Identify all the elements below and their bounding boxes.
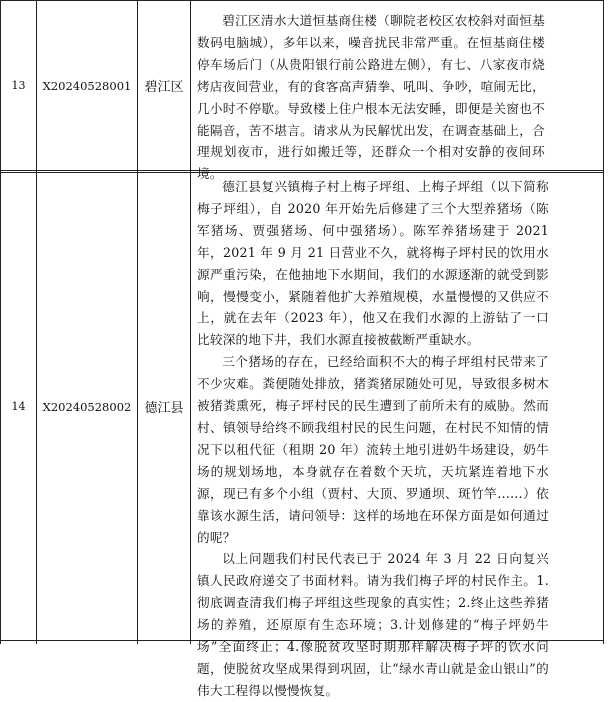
county-name: 碧江区 [144, 80, 184, 95]
content-paragraph: 德江县复兴镇梅子村上梅子坪组、上梅子坪组（以下简称梅子坪组），自 2020 年开始先后修建了三个大型养猪场（陈军猪场、贾强猪场、何中强猪场）。陈军养猪场建于 2021 年，2021 年 9 月 21 日营业不久，就将梅子坪村民的饮用水源严重污染，在他抽地下水期间，我们的水源逐渐的就受到影响，慢慢变小，紧随着他扩大养殖规模，水量慢慢的又供应不上，就在去年（2023 年），他又在我们水源的上游钻了一口比较深的地下井，我们水源直接被截断严重缺水。 [197, 179, 549, 348]
row-index: 14 [11, 400, 26, 413]
column-divider [190, 0, 191, 644]
case-id: X20240528001 [42, 78, 132, 93]
content-paragraph: 三个猪场的存在，已经给面积不大的梅子坪组村民带来了不少灾难。粪便随处排放，猪粪猪尿随处可见，导致很多树木被猪粪熏死，梅子坪村民的民生遭到了前所未有的威胁。然而村、镇领导给终不顾我组村民的民生问题，在村民不知情的情况下以租代征（租期 20 年）流转土地引进奶牛场建设，奶牛场的规划场地，本身就存在着数个天坑，天坑紧连着地下水源，现已有多个小组（贾村、大顶、罗通坝、斑竹竿……）依靠该水源生活，请问领导：这样的场地在环保方面是如何通过的呢？ [197, 354, 549, 545]
complaint-content [197, 176, 549, 702]
county-name: 德江县 [144, 401, 184, 416]
complaint-content [197, 10, 545, 185]
content-paragraph: 碧江区清水大道恒基商住楼（聊院老校区农校斜对面恒基数码电脑城），多年以来，噪音扰民非常严重。在恒基商住楼停车场后门（从贵阳银行前公路进左侧），有七、八家夜市烧烤店夜间营业，有的食客高声猜拳、吼叫、争吵，喧闹无比，几小时不停歇。导致楼上住户根本无法安睡，即便是关窗也不能隔音，苦不堪言。请求从为民解忧出发，在调查基础上，合理规划夜市，进行如搬迁等，还群众一个相对安静的夜间环境。 [197, 13, 545, 182]
content-paragraph: 以上问题我们村民代表已于 2024 年 3 月 22 日向复兴镇人民政府递交了书面材料。请为我们梅子坪的村民作主。1.彻底调查清我们梅子坪组这些现象的真实性；2.终止这些养猪场的养殖，还原原有生态环境；3.计划修建的“梅子坪奶牛场”全面终止；4.像脱贫攻坚时期那样解决梅子坪的饮水问题，使脱贫攻坚成果得到巩固，让“绿水青山就是金山银山”的伟大工程得以慢慢恢复。 [197, 551, 549, 698]
case-id: X20240528002 [42, 399, 132, 414]
table-border-right [603, 0, 604, 644]
row-index: 13 [11, 79, 26, 92]
